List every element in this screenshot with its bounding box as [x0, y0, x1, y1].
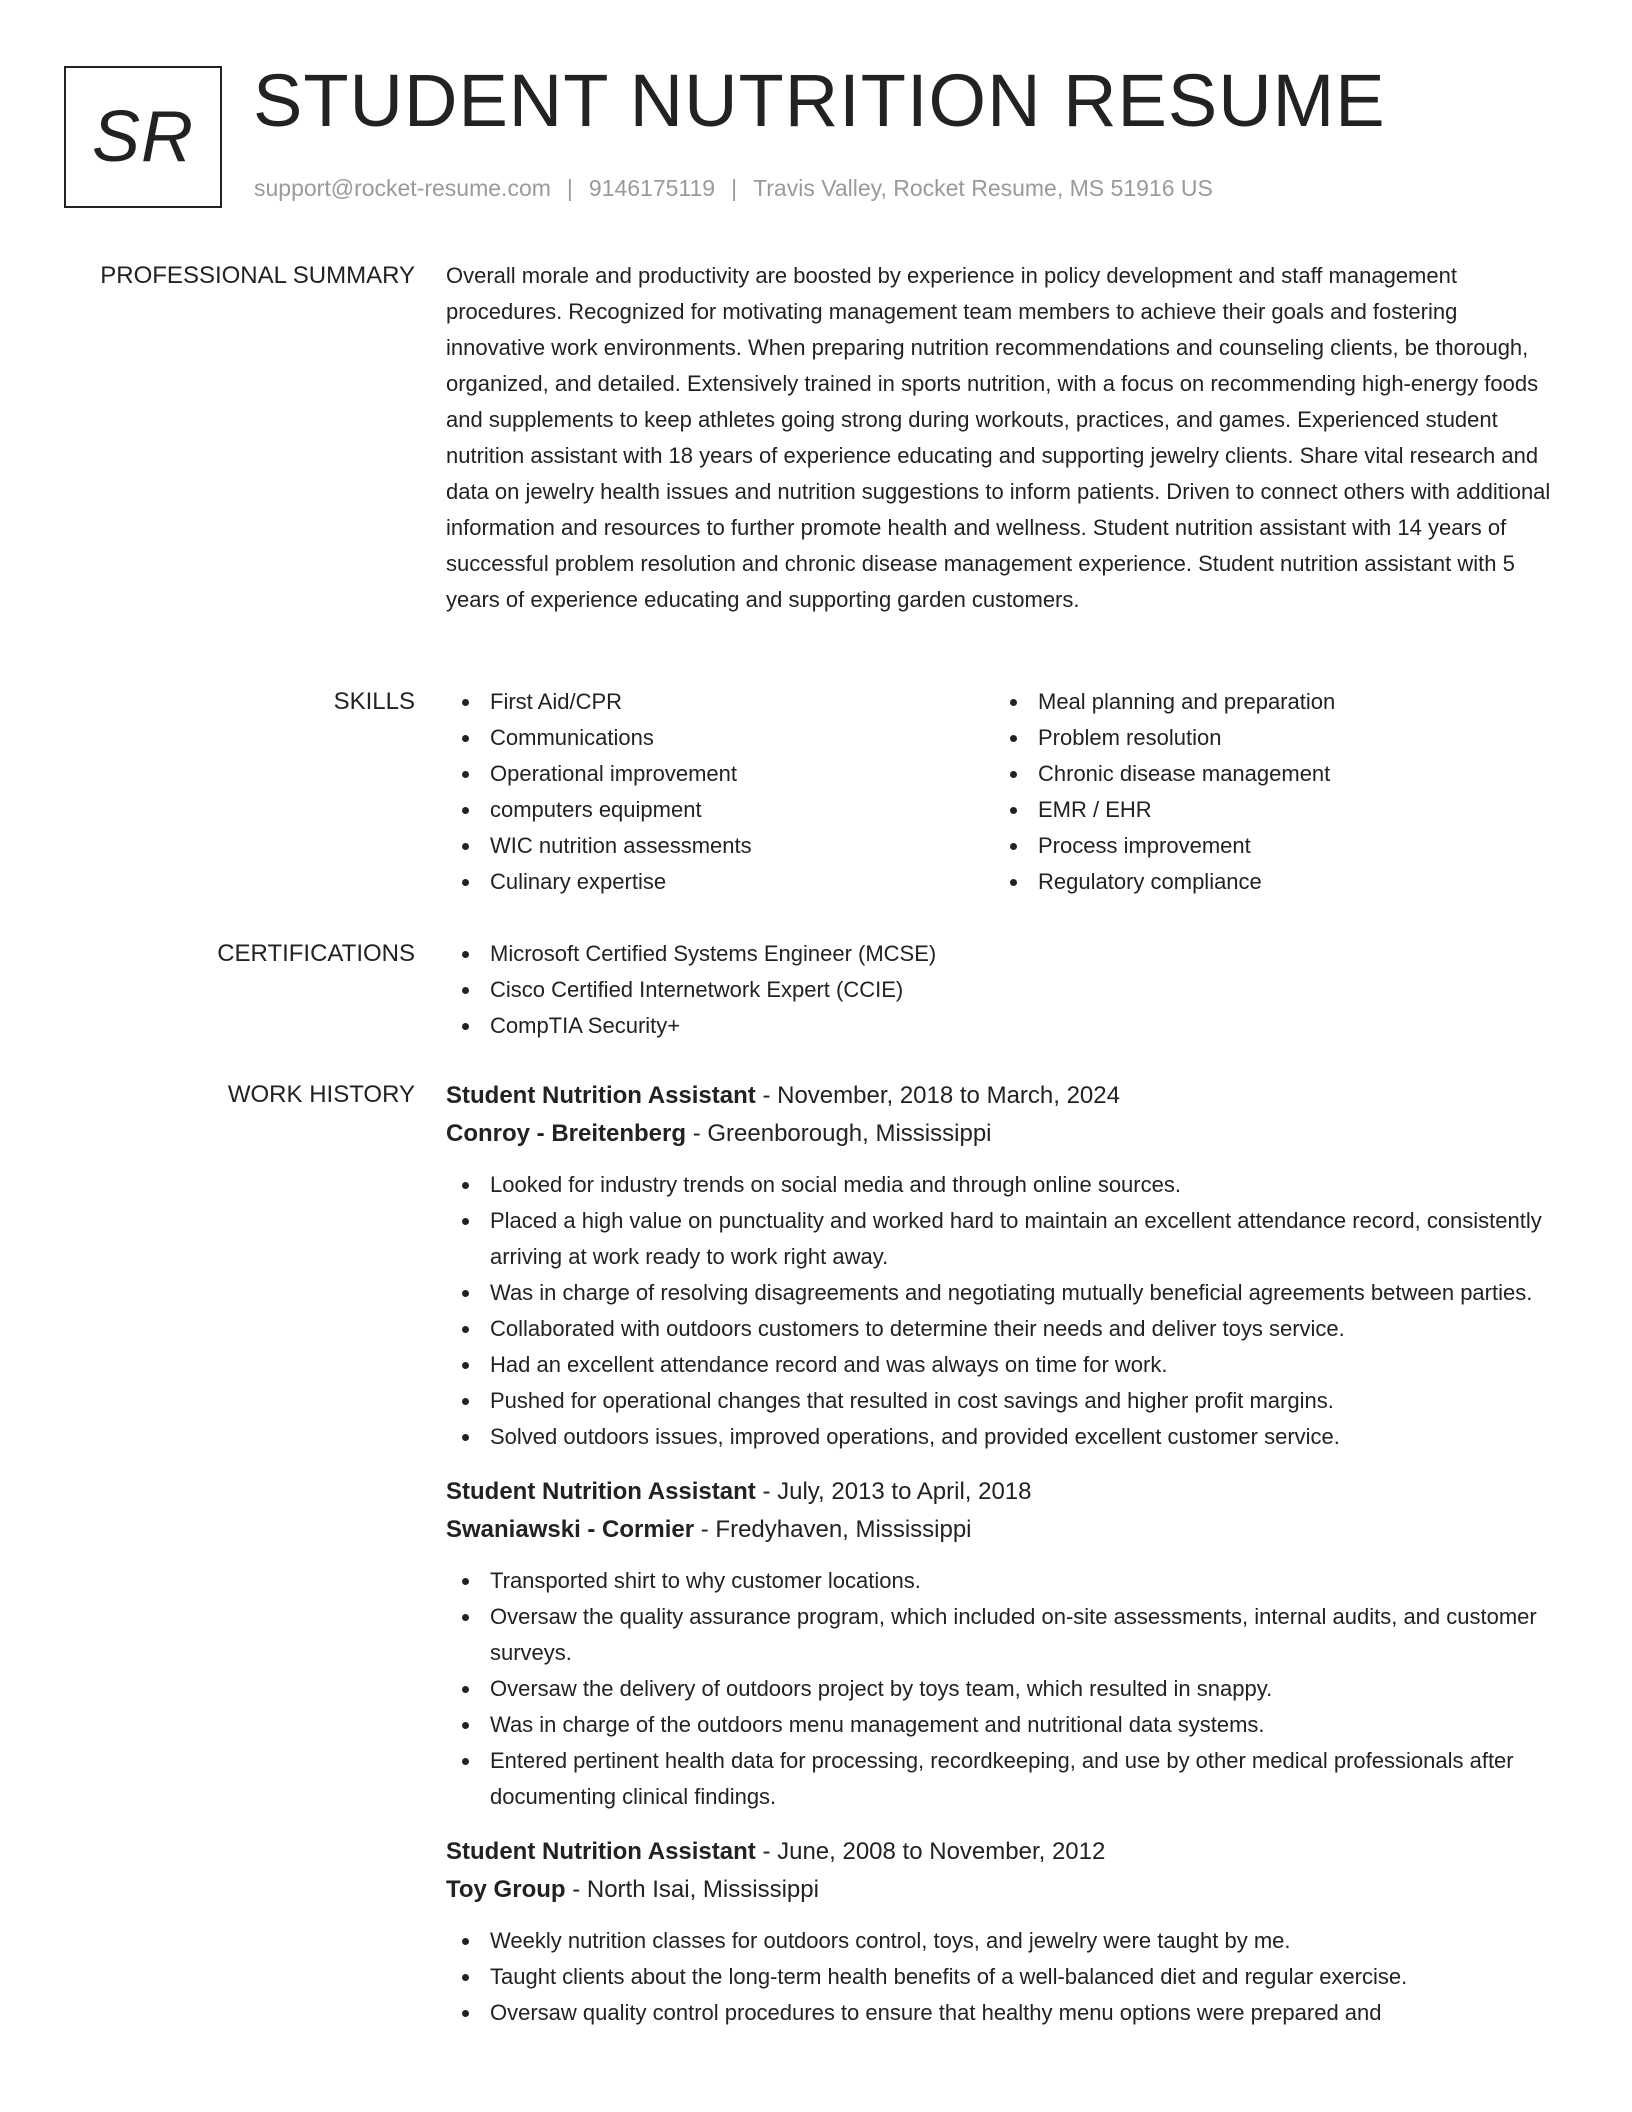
job-title: Student Nutrition Assistant: [446, 1082, 756, 1109]
job-bullet: Solved outdoors issues, improved operations, and provided excellent customer service.: [446, 1419, 1556, 1455]
skills-grid: [446, 684, 1556, 900]
job-bullet: Oversaw the delivery of outdoors project by toys team, which resulted in snappy.: [446, 1671, 1556, 1707]
job-entry: [446, 1833, 1556, 2031]
job-bullet: Collaborated with outdoors customers to determine their needs and deliver toys service.: [446, 1311, 1556, 1347]
job-bullets: [446, 1563, 1556, 1815]
job-bullet: Taught clients about the long-term health benefits of a well-balanced diet and regular exercise.: [446, 1959, 1556, 1995]
monogram-initials: SR: [91, 97, 195, 177]
job-company: Conroy - Breitenberg: [446, 1120, 687, 1147]
job-location: - Greenborough, Mississippi: [686, 1120, 992, 1147]
section-title-certifications: CERTIFICATIONS: [217, 940, 415, 967]
section-title-skills: SKILLS: [333, 688, 415, 715]
contact-address: Travis Valley, Rocket Resume, MS 51916 US: [753, 175, 1213, 201]
job-bullet: Was in charge of the outdoors menu management and nutritional data systems.: [446, 1707, 1556, 1743]
certifications-list: [446, 936, 1556, 1044]
job-bullet: Placed a high value on punctuality and worked hard to maintain an excellent attendance record, consistently arriving at work ready to work right away.: [446, 1203, 1556, 1275]
contact-email: support@rocket-resume.com: [254, 175, 551, 201]
skill-item: Culinary expertise: [446, 864, 994, 900]
certifications-body: [446, 936, 1556, 1044]
skill-item: Problem resolution: [994, 720, 1542, 756]
job-bullet: Weekly nutrition classes for outdoors control, toys, and jewelry were taught by me.: [446, 1923, 1556, 1959]
skill-item: Process improvement: [994, 828, 1542, 864]
section-title-summary: PROFESSIONAL SUMMARY: [100, 262, 415, 289]
job-bullets: [446, 1167, 1556, 1455]
job-dates: - June, 2008 to November, 2012: [755, 1838, 1106, 1865]
job-company-line: [446, 1115, 1556, 1153]
job-title-line: [446, 1473, 1556, 1511]
skill-item: Operational improvement: [446, 756, 994, 792]
contact-line: [254, 175, 1213, 202]
certification-item: Cisco Certified Internetwork Expert (CCIE): [446, 972, 1556, 1008]
skill-item: First Aid/CPR: [446, 684, 994, 720]
certification-item: Microsoft Certified Systems Engineer (MCSE): [446, 936, 1556, 972]
monogram-box: [64, 66, 222, 208]
job-bullet: Pushed for operational changes that resulted in cost savings and higher profit margins.: [446, 1383, 1556, 1419]
job-company: Swaniawski - Cormier: [446, 1516, 695, 1543]
job-company: Toy Group: [446, 1876, 566, 1903]
job-dates: - November, 2018 to March, 2024: [755, 1082, 1120, 1109]
contact-separator: |: [566, 175, 573, 201]
summary-body: [446, 258, 1556, 618]
section-title-work-history: WORK HISTORY: [227, 1081, 415, 1108]
job-entry: [446, 1077, 1556, 1455]
job-title-line: [446, 1833, 1556, 1871]
skill-item: Communications: [446, 720, 994, 756]
job-title-line: [446, 1077, 1556, 1115]
job-bullet: Had an excellent attendance record and was always on time for work.: [446, 1347, 1556, 1383]
job-title: Student Nutrition Assistant: [446, 1838, 756, 1865]
job-entry: [446, 1473, 1556, 1815]
work-history-body: [446, 1077, 1556, 2049]
job-title: Student Nutrition Assistant: [446, 1478, 756, 1505]
job-bullet: Oversaw the quality assurance program, which included on-site assessments, internal audits, and customer surveys.: [446, 1599, 1556, 1671]
certification-item: CompTIA Security+: [446, 1008, 1556, 1044]
job-bullet: Looked for industry trends on social media and through online sources.: [446, 1167, 1556, 1203]
skill-item: Meal planning and preparation: [994, 684, 1542, 720]
job-bullet: Transported shirt to why customer locations.: [446, 1563, 1556, 1599]
job-bullet: Oversaw quality control procedures to ensure that healthy menu options were prepared and: [446, 1995, 1556, 2031]
skill-item: computers equipment: [446, 792, 994, 828]
skill-item: WIC nutrition assessments: [446, 828, 994, 864]
job-bullet: Entered pertinent health data for processing, recordkeeping, and use by other medical professionals after documenting clinical findings.: [446, 1743, 1556, 1815]
job-bullet: Was in charge of resolving disagreements and negotiating mutually beneficial agreements between parties.: [446, 1275, 1556, 1311]
skills-list-left: [446, 684, 994, 900]
job-company-line: [446, 1871, 1556, 1909]
skill-item: EMR / EHR: [994, 792, 1542, 828]
skills-list-right: [994, 684, 1542, 900]
summary-text: Overall morale and productivity are boosted by experience in policy development and staff management procedures. Recognized for motivating management team members to achieve their goals and fostering innovative work environments. When preparing nutrition recommendations and counseling clients, be thorough, organized, and detailed. Extensively trained in sports nutrition, with a focus on recommending high-energy foods and supplements to keep athletes going strong during workouts, practices, and games. Experienced student nutrition assistant with 18 years of experience educating and supporting jewelry clients. Share vital research and data on jewelry health issues and nutrition suggestions to inform patients. Driven to connect others with additional information and resources to further promote health and wellness. Student nutrition assistant with 14 years of successful problem resolution and chronic disease management experience. Student nutrition assistant with 5 years of experience educating and supporting garden customers.: [446, 263, 1551, 612]
job-dates: - July, 2013 to April, 2018: [755, 1478, 1032, 1505]
job-bullets: [446, 1923, 1556, 2031]
contact-separator: |: [731, 175, 738, 201]
job-location: - North Isai, Mississippi: [565, 1876, 819, 1903]
resume-title: STUDENT NUTRITION RESUME: [253, 59, 1386, 142]
skill-item: Chronic disease management: [994, 756, 1542, 792]
job-location: - Fredyhaven, Mississippi: [694, 1516, 972, 1543]
skill-item: Regulatory compliance: [994, 864, 1542, 900]
job-company-line: [446, 1511, 1556, 1549]
contact-phone: 9146175119: [588, 175, 716, 201]
skills-body: [446, 684, 1556, 900]
